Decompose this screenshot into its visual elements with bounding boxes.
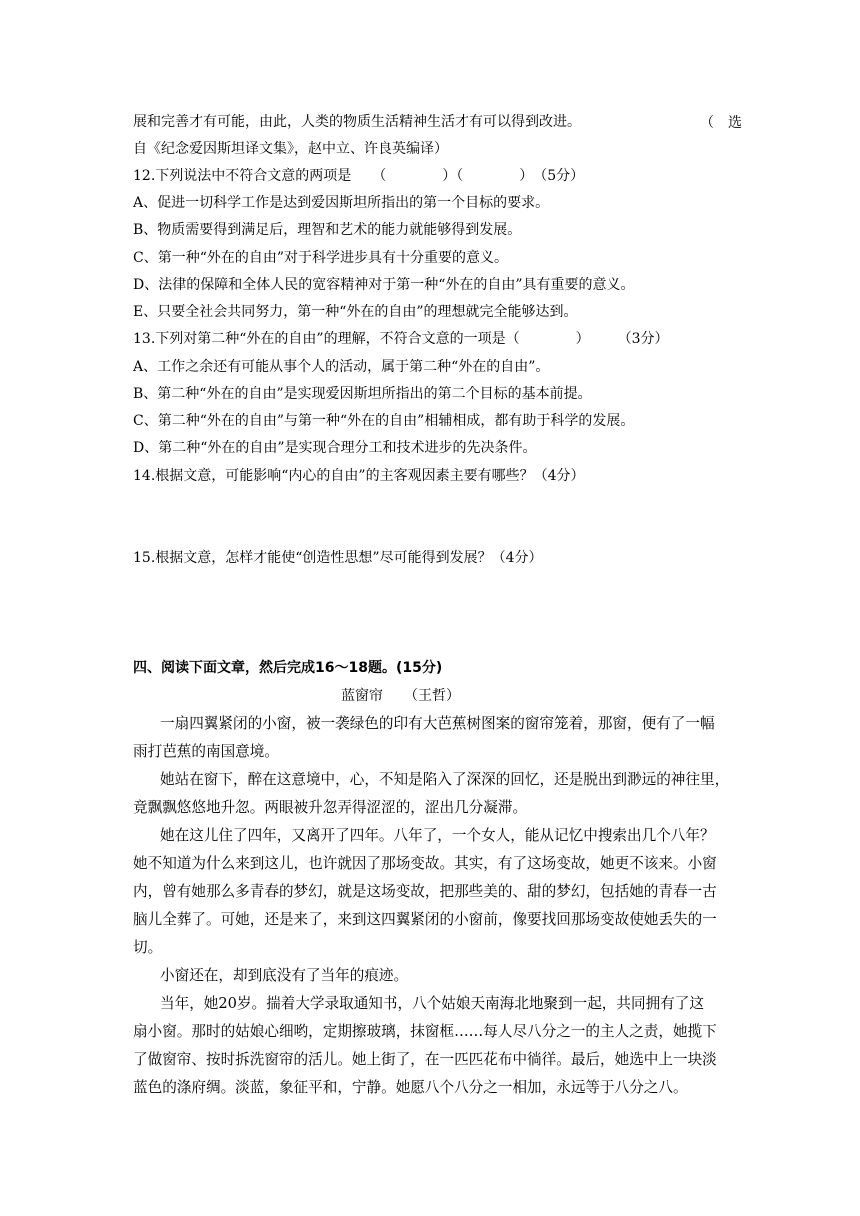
question-12-option-e: E、只要全社会共同努力，第一种“外在的自由”的理想就完全能够达到。 [133, 304, 578, 320]
article-line: 扇小窗。那时的姑娘心细哟，定期擦玻璃，抹窗框……每人尽八分之一的主人之责，她揽下 [133, 1023, 717, 1040]
passage-line: 自《纪念爱因斯坦译文集》，赵中立、许良英编译） [133, 141, 448, 157]
question-12-option-a: A、促进一切科学工作是达到爱因斯坦所指出的第一个目标的要求。 [133, 195, 550, 211]
article-line: 竟飘飘悠悠地升忽。两眼被升忽弄得涩涩的，涩出几分凝滞。 [133, 799, 528, 816]
article-line: 内，曾有她那么多青春的梦幻，就是这场变故，把那些美的、甜的梦幻，包括她的青春一古 [133, 883, 717, 900]
passage-line: 展和完善才有可能，由此，人类的物质生活精神生活才有可以得到改进。 [133, 114, 581, 130]
article-line: 小窗还在，却到底没有了当年的痕迹。 [160, 967, 409, 984]
article-line: 切。 [133, 939, 163, 956]
question-13-option-c: C、第二种“外在的自由”与第一种“外在的自由”相辅相成，都有助于科学的发展。 [133, 413, 635, 429]
question-13-option-a: A、工作之余还有可能从事个人的活动，属于第二种“外在的自由”。 [133, 359, 550, 375]
article-line: 一扇四翼紧闭的小窗，被一袭绿色的印有大芭蕉树图案的窗帘笼着，那窗，便有了一幅 [160, 715, 715, 732]
article-line: 蓝色的涤府绸。淡蓝，象征平和，宁静。她愿八个八分之一相加，永远等于八分之八。 [133, 1079, 688, 1096]
question-12-stem: 12.下列说法中不符合文意的两项是 （ ）（ ） （5分） [133, 168, 585, 184]
question-12-option-d: D、法律的保障和全体人民的宽容精神对于第一种“外在的自由”具有重要的意义。 [133, 277, 635, 293]
question-12-option-c: C、第一种“外在的自由”对于科学进步具有十分重要的意义。 [133, 250, 509, 266]
question-14: 14.根据文意，可能影响“内心的自由”的主客观因素主要有哪些？（4分） [133, 468, 585, 484]
question-13-option-d: D、第二种“外在的自由”是实现合理分工和技术进步的先决条件。 [133, 440, 537, 456]
question-13-option-b: B、第二种“外在的自由”是实现爱因斯坦所指出的第二个目标的基本前提。 [133, 386, 592, 402]
article-title: 蓝窗帘 （王哲） [341, 688, 460, 704]
question-12-option-b: B、物质需要得到满足后，理智和艺术的能力就能够得到发展。 [133, 222, 522, 238]
article-line: 脑儿全葬了。可她，还是来了，来到这四翼紧闭的小窗前，像要找回那场变故使她丢失的一 [133, 911, 717, 928]
question-13-stem: 13.下列对第二种“外在的自由”的理解，不符合文意的一项是（ ） （3分） [133, 331, 669, 347]
question-15: 15.根据文意，怎样才能使“创造性思想”尽可能得到发展？（4分） [133, 550, 543, 566]
source-prefix: （ 选 [700, 115, 742, 131]
section-4-heading: 四、阅读下面文章，然后完成16～18题。(15分) [133, 660, 443, 676]
article-line: 她站在窗下，醉在这意境中，心，不知是陷入了深深的回忆，还是脱出到渺远的神往里， [160, 771, 730, 788]
article-line: 她不知道为什么来到这儿，也许就因了那场变故。其实，有了这场变故，她更不该来。小窗 [133, 855, 717, 872]
article-line: 她在这儿住了四年，又离开了四年。八年了，一个女人，能从记忆中搜索出几个八年？ [160, 827, 715, 844]
article-line: 当年，她20岁。揣着大学录取通知书，八个姑娘天南海北地聚到一起，共同拥有了这 [160, 995, 704, 1012]
article-line: 了做窗帘、按时拆洗窗帘的活儿。她上街了，在一匹匹花布中徜徉。最后，她选中上一块淡 [133, 1051, 717, 1068]
article-line: 雨打芭蕉的南国意境。 [133, 743, 279, 760]
